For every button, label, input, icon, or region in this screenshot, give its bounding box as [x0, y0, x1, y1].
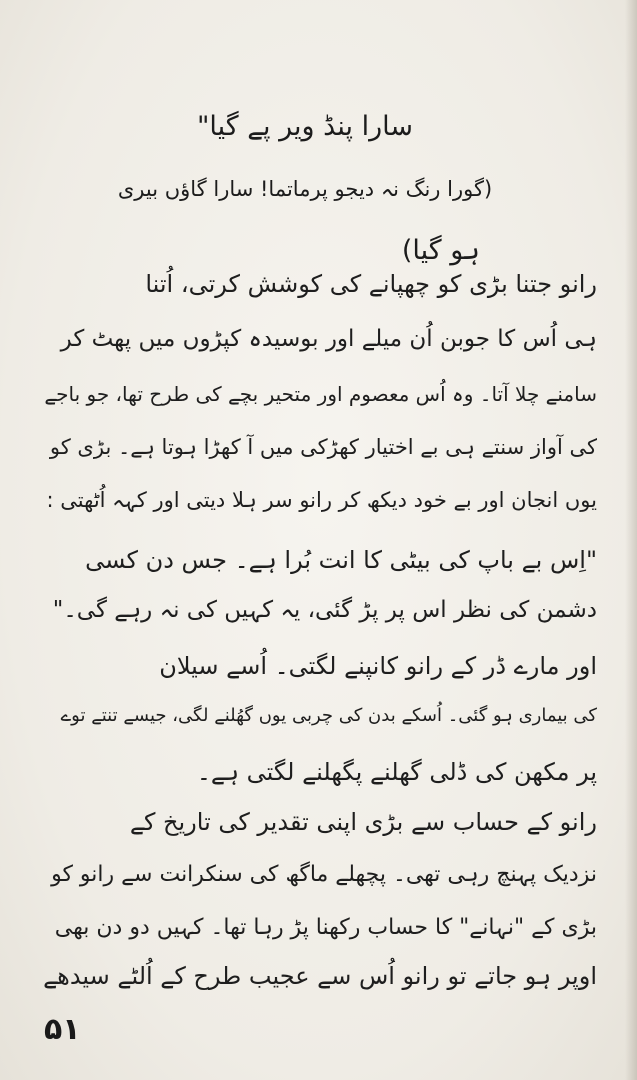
paragraph-1-line-2: ہی اُس کا جوبن اُن میلے اور بوسیدہ کپڑوں میں پھٹ کر [60, 326, 597, 352]
paragraph-1-line-4: کی آواز سنتے ہی بے اختیار کھڑکی میں آ کھڑا ہوتا ہے۔ بڑی کو [49, 435, 597, 459]
heading-title: سارا پنڈ ویر پے گیا" [197, 111, 413, 142]
page-number: ۵۱ [44, 1012, 81, 1047]
page-edge-shadow [625, 0, 637, 1080]
paragraph-1-line-5: یوں انجان اور بے خود دیکھ کر رانو سر ہلا دیتی اور کہہ اُٹھتی : [46, 488, 597, 512]
heading-subtitle-line-1: (گورا رنگ نہ دیجو پرماتما! سارا گاؤں بیری [117, 177, 493, 201]
paragraph-4-line-4: اوپر ہو جاتے تو رانو اُس سے عجیب طرح کے اُلٹے سیدھے [43, 962, 597, 990]
paragraph-4-line-1: رانو کے حساب سے بڑی اپنی تقدیر کی تاریخ کے [129, 808, 597, 836]
paragraph-1-line-1: رانو جتنا بڑی کو چھپانے کی کوشش کرتی، اُتنا [145, 270, 597, 298]
paragraph-1-line-3: سامنے چلا آتا۔ وہ اُس معصوم اور متحیر بچے کی طرح تھا، جو باجے [44, 382, 597, 406]
paragraph-4-line-3: بڑی کے "نہانے" کا حساب رکھنا پڑ رہا تھا۔ کہیں دو دن بھی [54, 915, 597, 940]
paragraph-2-line-2: دشمن کی نظر اس پر پڑ گئی، یہ کہیں کی نہ رہے گی۔" [52, 597, 597, 623]
paragraph-3-line-3: پر مکھن کی ڈلی گھلنے پگھلنے لگتی ہے۔ [196, 758, 597, 786]
chapter-heading [110, 96, 500, 282]
paragraph-3-line-2: کی بیماری ہو گئی۔ اُسکے بدن کی چربی یوں گھُلنے لگی، جیسے تنتے توے [60, 705, 597, 726]
heading-subtitle-line-2: ہو گیا) [401, 235, 480, 266]
paragraph-2-line-1: "اِس بے باپ کی بیٹی کا انت بُرا ہے۔ جس دن کسی [85, 546, 597, 574]
paragraph-3-line-1: اور مارے ڈر کے رانو کانپنے لگتی۔ اُسے سیلان [159, 652, 597, 680]
paragraph-4-line-2: نزدیک پہنچ رہی تھی۔ پچھلے ماگھ کی سنکرانت سے رانو کو [51, 862, 597, 887]
